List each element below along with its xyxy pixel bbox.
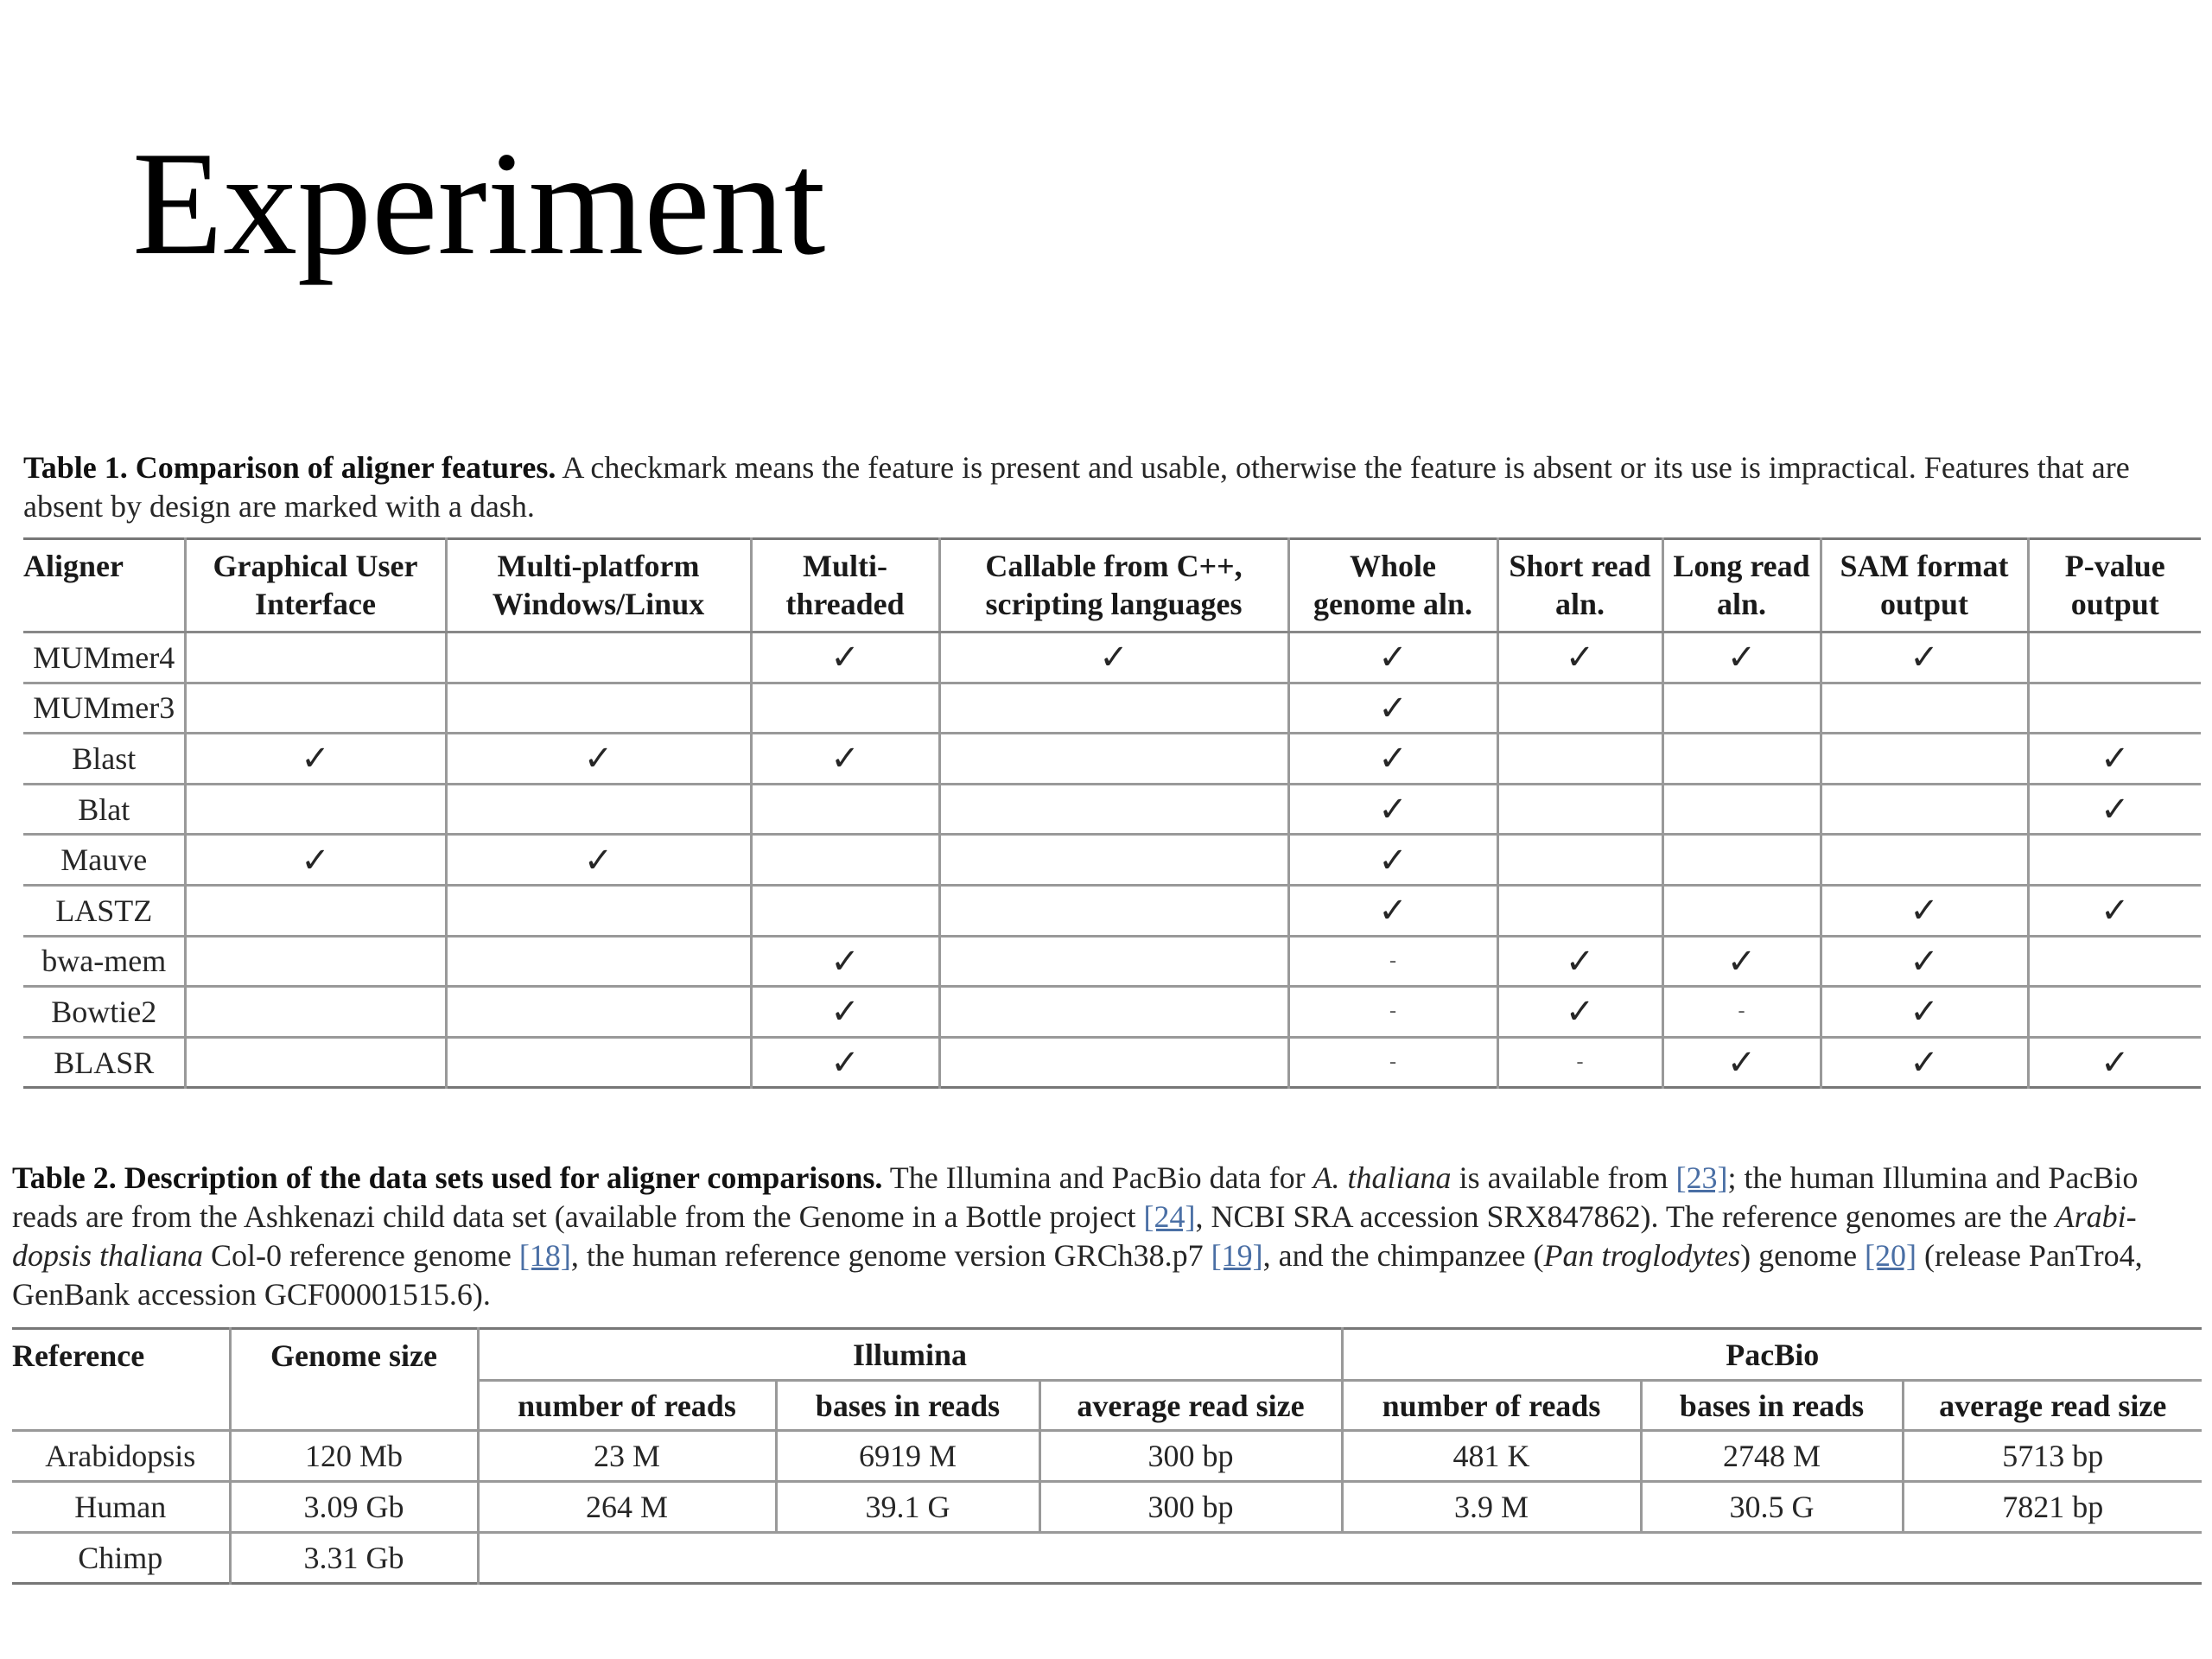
table1-caption: [23, 448, 2201, 526]
column-header: [1821, 539, 2028, 632]
checkmark-icon: ✓: [1662, 632, 1821, 683]
column-header-line: threaded: [785, 587, 905, 621]
caption-text: is available from: [1451, 1160, 1676, 1195]
table-cell: [939, 885, 1288, 936]
table-cell: [185, 683, 446, 734]
checkmark-icon: ✓: [1288, 835, 1497, 886]
table-cell: [751, 835, 939, 886]
species-name: Arabi-: [2055, 1199, 2137, 1234]
table-row: [23, 936, 2201, 987]
table-cell: [1662, 784, 1821, 835]
table-cell: [2028, 936, 2201, 987]
aligner-name: MUMmer3: [23, 683, 185, 734]
column-header-line: output: [2070, 587, 2159, 621]
column-header-line: Long read: [1673, 549, 1810, 583]
column-header-line: Callable from C++,: [985, 549, 1243, 583]
checkmark-icon: ✓: [1821, 632, 2028, 683]
table-cell: 300 bp: [1039, 1431, 1342, 1482]
table-cell: [939, 1037, 1288, 1088]
table-cell: [2028, 835, 2201, 886]
caption-text: , the human reference genome version GRCh38.p7: [570, 1238, 1211, 1273]
citation-link[interactable]: [23]: [1675, 1160, 1728, 1195]
table-row: [23, 835, 2201, 886]
checkmark-icon: ✓: [1821, 1037, 2028, 1088]
header-reference: Reference: [12, 1338, 145, 1373]
subheader: number of reads: [478, 1381, 776, 1431]
table-cell: [1821, 784, 2028, 835]
caption-text: , and the chimpanzee (: [1262, 1238, 1544, 1273]
aligner-name: Blat: [23, 784, 185, 835]
column-header-line: aln.: [1554, 587, 1605, 621]
column-header: [1662, 539, 1821, 632]
column-header-line: Multi-: [803, 549, 887, 583]
reference-name: Arabidopsis: [12, 1431, 230, 1482]
table-cell: [1821, 683, 2028, 734]
table-cell: [1497, 835, 1662, 886]
caption-text: reads are from the Ashkenazi child data set (available from the Genome in a Bottle project: [12, 1199, 1144, 1234]
table-cell: [1662, 885, 1821, 936]
table-cell: [446, 936, 751, 987]
checkmark-icon: ✓: [751, 936, 939, 987]
checkmark-icon: ✓: [185, 835, 446, 886]
table2-caption-bold: Table 2. Description of the data sets used for aligner comparisons.: [12, 1160, 883, 1195]
table-cell: 30.5 G: [1641, 1482, 1903, 1533]
table-row: [23, 1037, 2201, 1088]
column-header-line: SAM format: [1840, 549, 2009, 583]
checkmark-icon: ✓: [2028, 1037, 2201, 1088]
table-cell: 3.31 Gb: [230, 1533, 478, 1584]
checkmark-icon: ✓: [1662, 1037, 1821, 1088]
column-header: [751, 539, 939, 632]
column-header: [2028, 539, 2201, 632]
table-cell: [1662, 683, 1821, 734]
absent-by-design-dash: -: [1288, 1037, 1497, 1088]
table1-caption-bold: Table 1. Comparison of aligner features.: [23, 450, 556, 485]
table-cell: [939, 987, 1288, 1038]
checkmark-icon: ✓: [2028, 784, 2201, 835]
table-cell: [446, 885, 751, 936]
caption-text: ; the human Illumina and PacBio: [1727, 1160, 2139, 1195]
column-header: [446, 539, 751, 632]
table-cell: [1662, 835, 1821, 886]
absent-by-design-dash: -: [1288, 987, 1497, 1038]
table-cell: [1497, 734, 1662, 785]
table-cell: [1497, 683, 1662, 734]
species-name: A. thaliana: [1313, 1160, 1452, 1195]
checkmark-icon: ✓: [1288, 784, 1497, 835]
column-header: [1288, 539, 1497, 632]
column-header-line: Windows/Linux: [492, 587, 705, 621]
table-cell: [185, 885, 446, 936]
checkmark-icon: ✓: [751, 632, 939, 683]
checkmark-icon: ✓: [1821, 987, 2028, 1038]
table-cell: [185, 632, 446, 683]
table-cell: [1821, 734, 2028, 785]
table-cell: [1662, 734, 1821, 785]
table-cell: [751, 885, 939, 936]
column-header-line: Whole: [1349, 549, 1436, 583]
table-cell: 6919 M: [776, 1431, 1039, 1482]
header-pacbio: PacBio: [1342, 1329, 2202, 1381]
table-cell: [939, 835, 1288, 886]
empty-cell: [478, 1533, 2202, 1584]
caption-text: ) genome: [1740, 1238, 1866, 1273]
citation-link[interactable]: [19]: [1211, 1238, 1263, 1273]
reference-name: Human: [12, 1482, 230, 1533]
table-cell: [2028, 632, 2201, 683]
aligner-name: Mauve: [23, 835, 185, 886]
aligner-name: Bowtie2: [23, 987, 185, 1038]
table-cell: 5713 bp: [1903, 1431, 2202, 1482]
column-header-line: genome aln.: [1313, 587, 1472, 621]
checkmark-icon: ✓: [751, 1037, 939, 1088]
table-cell: 2748 M: [1641, 1431, 1903, 1482]
table-cell: [446, 987, 751, 1038]
header-genome-size: Genome size: [230, 1329, 478, 1431]
caption-text: Col-0 reference genome: [203, 1238, 519, 1273]
table-cell: [446, 1037, 751, 1088]
column-header: [939, 539, 1288, 632]
datasets-table: [12, 1327, 2202, 1585]
table-cell: [1821, 835, 2028, 886]
column-header-line: aln.: [1716, 587, 1767, 621]
species-name: dopsis thaliana: [12, 1238, 204, 1273]
absent-by-design-dash: -: [1497, 1037, 1662, 1088]
table-cell: 23 M: [478, 1431, 776, 1482]
table-cell: [185, 1037, 446, 1088]
column-header-line: Graphical User: [213, 549, 418, 583]
aligner-name: BLASR: [23, 1037, 185, 1088]
aligner-name: bwa-mem: [23, 936, 185, 987]
table-cell: [1497, 784, 1662, 835]
absent-by-design-dash: -: [1662, 987, 1821, 1038]
checkmark-icon: ✓: [1662, 936, 1821, 987]
column-header-line: Interface: [255, 587, 376, 621]
checkmark-icon: ✓: [1288, 683, 1497, 734]
table-cell: [446, 784, 751, 835]
reference-name: Chimp: [12, 1533, 230, 1584]
caption-text: GenBank accession GCF00001515.6).: [12, 1277, 491, 1312]
subheader: bases in reads: [776, 1381, 1039, 1431]
column-header-line: Aligner: [23, 549, 124, 583]
checkmark-icon: ✓: [2028, 734, 2201, 785]
table-cell: [2028, 683, 2201, 734]
table-cell: 3.9 M: [1342, 1482, 1641, 1533]
table-cell: [446, 683, 751, 734]
table-cell: 264 M: [478, 1482, 776, 1533]
checkmark-icon: ✓: [751, 987, 939, 1038]
table-cell: 39.1 G: [776, 1482, 1039, 1533]
column-header-line: scripting languages: [985, 587, 1243, 621]
table1-caption-text: A checkmark means the feature is present and usable, otherwise the feature is absent or its use is impractical. Features that are absent by design are marked with a dash.: [23, 450, 2130, 524]
table-row: [23, 632, 2201, 683]
checkmark-icon: ✓: [939, 632, 1288, 683]
header-illumina: Illumina: [478, 1329, 1342, 1381]
citation-link[interactable]: [18]: [518, 1238, 571, 1273]
subheader: average read size: [1903, 1381, 2202, 1431]
caption-text: , NCBI SRA accession SRX847862). The reference genomes are the: [1195, 1199, 2056, 1234]
table-row: [12, 1482, 2202, 1533]
column-header-line: Multi-platform: [497, 549, 700, 583]
table-row: [23, 784, 2201, 835]
slide-title: Experiment: [132, 122, 826, 286]
table-cell: [446, 632, 751, 683]
table-cell: [185, 784, 446, 835]
aligner-features-table: [23, 537, 2201, 1089]
checkmark-icon: ✓: [751, 734, 939, 785]
checkmark-icon: ✓: [1288, 632, 1497, 683]
table-row: [12, 1431, 2202, 1482]
subheader: average read size: [1039, 1381, 1342, 1431]
table-cell: [939, 683, 1288, 734]
table-cell: [185, 936, 446, 987]
citation-link[interactable]: [20]: [1865, 1238, 1917, 1273]
species-name: Pan troglodytes: [1543, 1238, 1741, 1273]
checkmark-icon: ✓: [1821, 936, 2028, 987]
checkmark-icon: ✓: [185, 734, 446, 785]
aligner-name: Blast: [23, 734, 185, 785]
table-cell: [2028, 987, 2201, 1038]
column-header-line: Short read: [1509, 549, 1651, 583]
table-cell: [939, 936, 1288, 987]
table-cell: [751, 784, 939, 835]
citation-link[interactable]: [24]: [1143, 1199, 1196, 1234]
table-cell: 481 K: [1342, 1431, 1641, 1482]
table-cell: [1497, 885, 1662, 936]
column-header: [185, 539, 446, 632]
column-header: [23, 539, 185, 632]
checkmark-icon: ✓: [2028, 885, 2201, 936]
table-row: [23, 885, 2201, 936]
checkmark-icon: ✓: [446, 835, 751, 886]
table-cell: [939, 734, 1288, 785]
table-row: [23, 734, 2201, 785]
table-cell: 3.09 Gb: [230, 1482, 478, 1533]
checkmark-icon: ✓: [1497, 987, 1662, 1038]
checkmark-icon: ✓: [1497, 936, 1662, 987]
caption-text: (release PanTro4,: [1916, 1238, 2143, 1273]
column-header: [1497, 539, 1662, 632]
table-cell: 300 bp: [1039, 1482, 1342, 1533]
subheader: number of reads: [1342, 1381, 1641, 1431]
column-header-line: P-value: [2064, 549, 2165, 583]
table-cell: [185, 987, 446, 1038]
checkmark-icon: ✓: [1497, 632, 1662, 683]
checkmark-icon: ✓: [1821, 885, 2028, 936]
column-header-line: output: [1879, 587, 1969, 621]
checkmark-icon: ✓: [446, 734, 751, 785]
table-cell: 120 Mb: [230, 1431, 478, 1482]
table-row: [23, 987, 2201, 1038]
aligner-name: MUMmer4: [33, 639, 175, 675]
table-row: [12, 1533, 2202, 1584]
absent-by-design-dash: -: [1288, 936, 1497, 987]
checkmark-icon: ✓: [1288, 734, 1497, 785]
table-row: [23, 683, 2201, 734]
caption-text: The Illumina and PacBio data for: [882, 1160, 1313, 1195]
checkmark-icon: ✓: [1288, 885, 1497, 936]
aligner-name: LASTZ: [23, 885, 185, 936]
table-cell: [939, 784, 1288, 835]
table-cell: [751, 683, 939, 734]
table-cell: 7821 bp: [1903, 1482, 2202, 1533]
table2-caption: [12, 1159, 2202, 1314]
subheader: bases in reads: [1641, 1381, 1903, 1431]
